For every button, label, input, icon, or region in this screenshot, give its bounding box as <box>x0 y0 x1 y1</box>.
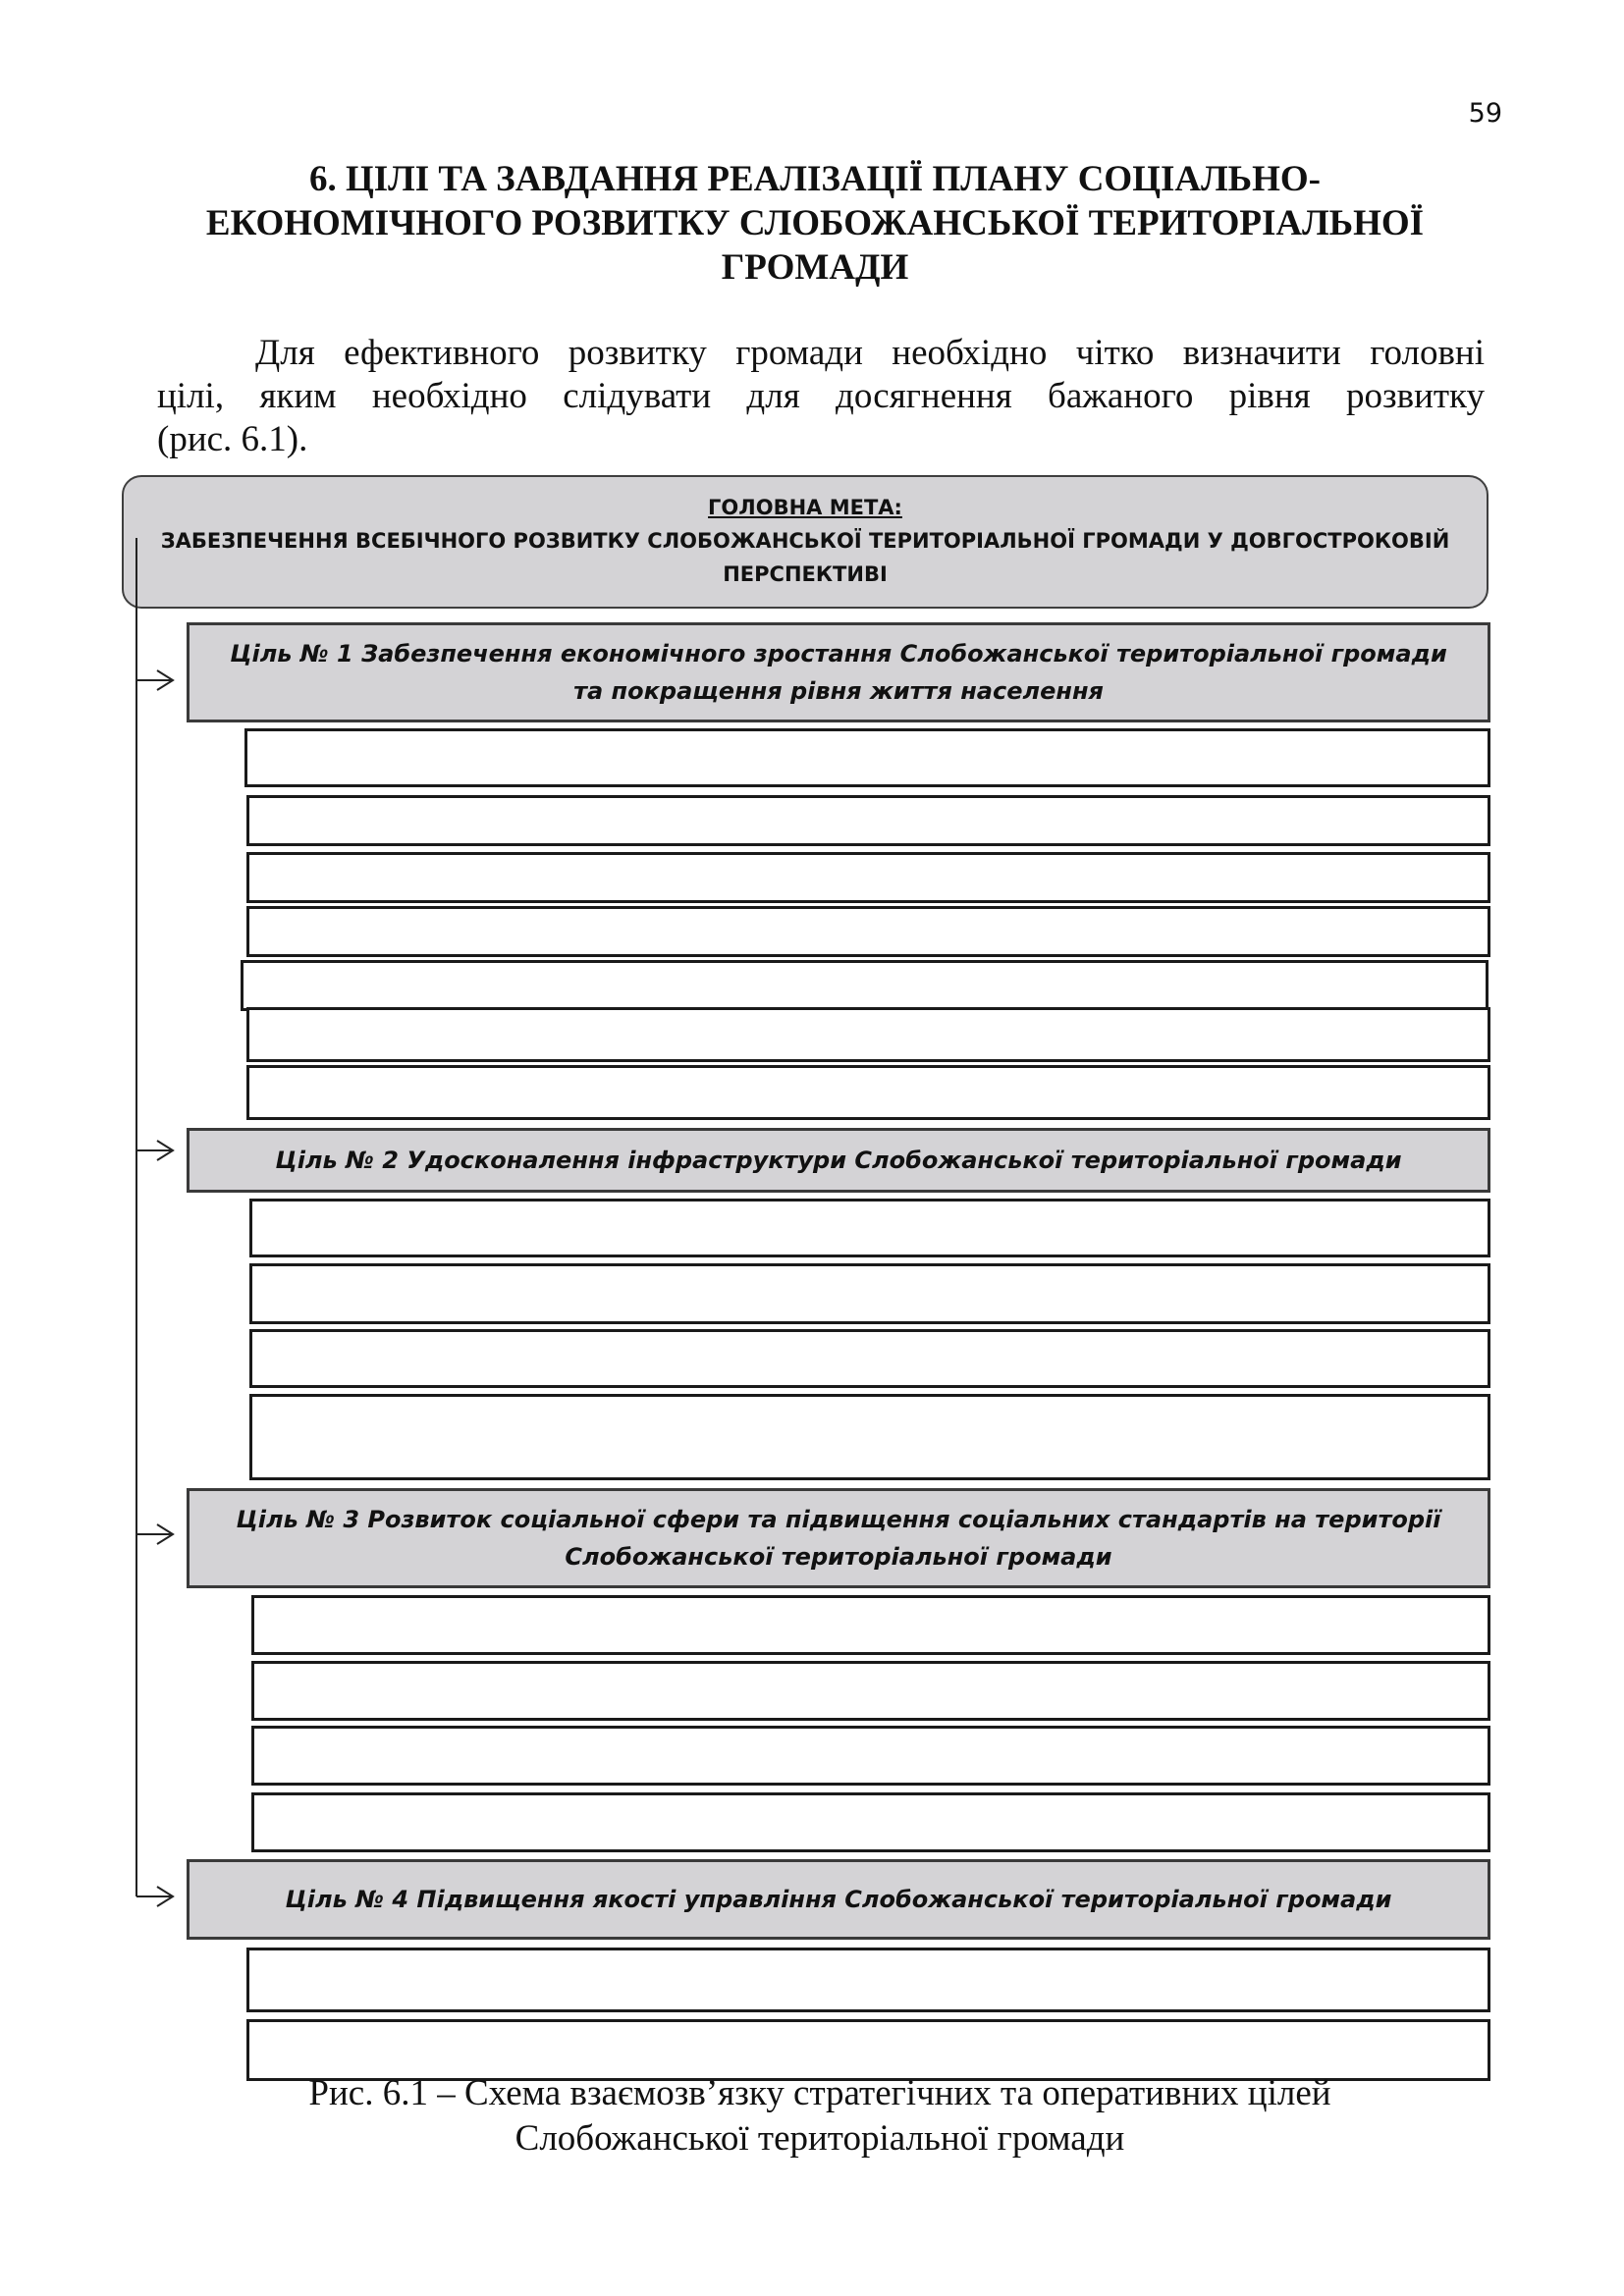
arrow-icon <box>136 1887 173 1906</box>
task-box <box>246 852 1490 903</box>
figure-caption <box>137 2071 1502 2162</box>
goal-text: Ціль № 3 Розвиток соціальної сфери та підвищення соціальних стандартів на території <box>236 1506 1441 1533</box>
task-box <box>246 1065 1490 1120</box>
main-goal-box <box>122 475 1489 609</box>
goal-text: Ціль № 1 Забезпечення економічного зростання Слобожанської територіальної громади <box>230 640 1447 667</box>
section-heading <box>147 157 1483 290</box>
arrow-icon <box>136 1141 173 1160</box>
heading-line: ЕКОНОМІЧНОГО РОЗВИТКУ СЛОБОЖАНСЬКОЇ ТЕРИТОРІАЛЬНОЇ <box>205 203 1425 243</box>
task-box <box>246 1007 1490 1062</box>
goal-4-box <box>187 1859 1490 1940</box>
goal-text: Ціль № 4 Підвищення якості управління Слобожанської територіальної громади <box>285 1886 1392 1913</box>
task-box <box>249 1199 1490 1257</box>
main-goal-text: ЗАБЕЗПЕЧЕННЯ ВСЕБІЧНОГО РОЗВИТКУ СЛОБОЖАНСЬКОЇ ТЕРИТОРІАЛЬНОЇ ГРОМАДИ У ДОВГОСТРОКОВІЙ <box>160 529 1450 553</box>
arrow-icon <box>136 670 173 690</box>
goal-3-box <box>187 1488 1490 1588</box>
goal-2-box <box>187 1128 1490 1193</box>
task-box <box>251 1661 1490 1721</box>
task-box <box>241 960 1489 1011</box>
heading-line: 6. ЦІЛІ ТА ЗАВДАННЯ РЕАЛІЗАЦІЇ ПЛАНУ СОЦІАЛЬНО- <box>308 159 1322 199</box>
intro-line: (рис. 6.1). <box>157 419 308 459</box>
task-box <box>244 728 1490 787</box>
task-box <box>251 1595 1490 1655</box>
caption-line: Слобожанської територіальної громади <box>514 2118 1125 2159</box>
goal-text: Ціль № 2 Удосконалення інфраструктури Слобожанської територіальної громади <box>275 1147 1402 1174</box>
task-box <box>246 1948 1490 2012</box>
task-box <box>251 1726 1490 1786</box>
arrow-icon <box>136 1524 173 1544</box>
task-box <box>249 1329 1490 1388</box>
intro-line: Для ефективного розвитку громади необхідно чітко визначити головні <box>255 333 1485 373</box>
task-box <box>246 795 1490 846</box>
task-box <box>251 1792 1490 1852</box>
intro-paragraph <box>157 332 1485 461</box>
main-goal-title: ГОЛОВНА МЕТА: <box>708 496 902 519</box>
goal-text: та покращення рівня життя населення <box>573 677 1104 705</box>
intro-line: цілі, яким необхідно слідувати для досягнення бажаного рівня розвитку <box>157 376 1485 416</box>
main-goal-text: ПЕРСПЕКТИВІ <box>723 562 888 586</box>
task-box <box>249 1263 1490 1324</box>
goal-text: Слобожанської територіальної громади <box>565 1543 1112 1571</box>
heading-line: ГРОМАДИ <box>721 247 909 288</box>
task-box <box>249 1394 1490 1480</box>
caption-line: Рис. 6.1 – Схема взаємозв’язку стратегічних та оперативних цілей <box>308 2073 1331 2113</box>
task-box <box>246 906 1490 957</box>
page-number: 59 <box>1468 98 1502 129</box>
goal-1-box <box>187 622 1490 722</box>
